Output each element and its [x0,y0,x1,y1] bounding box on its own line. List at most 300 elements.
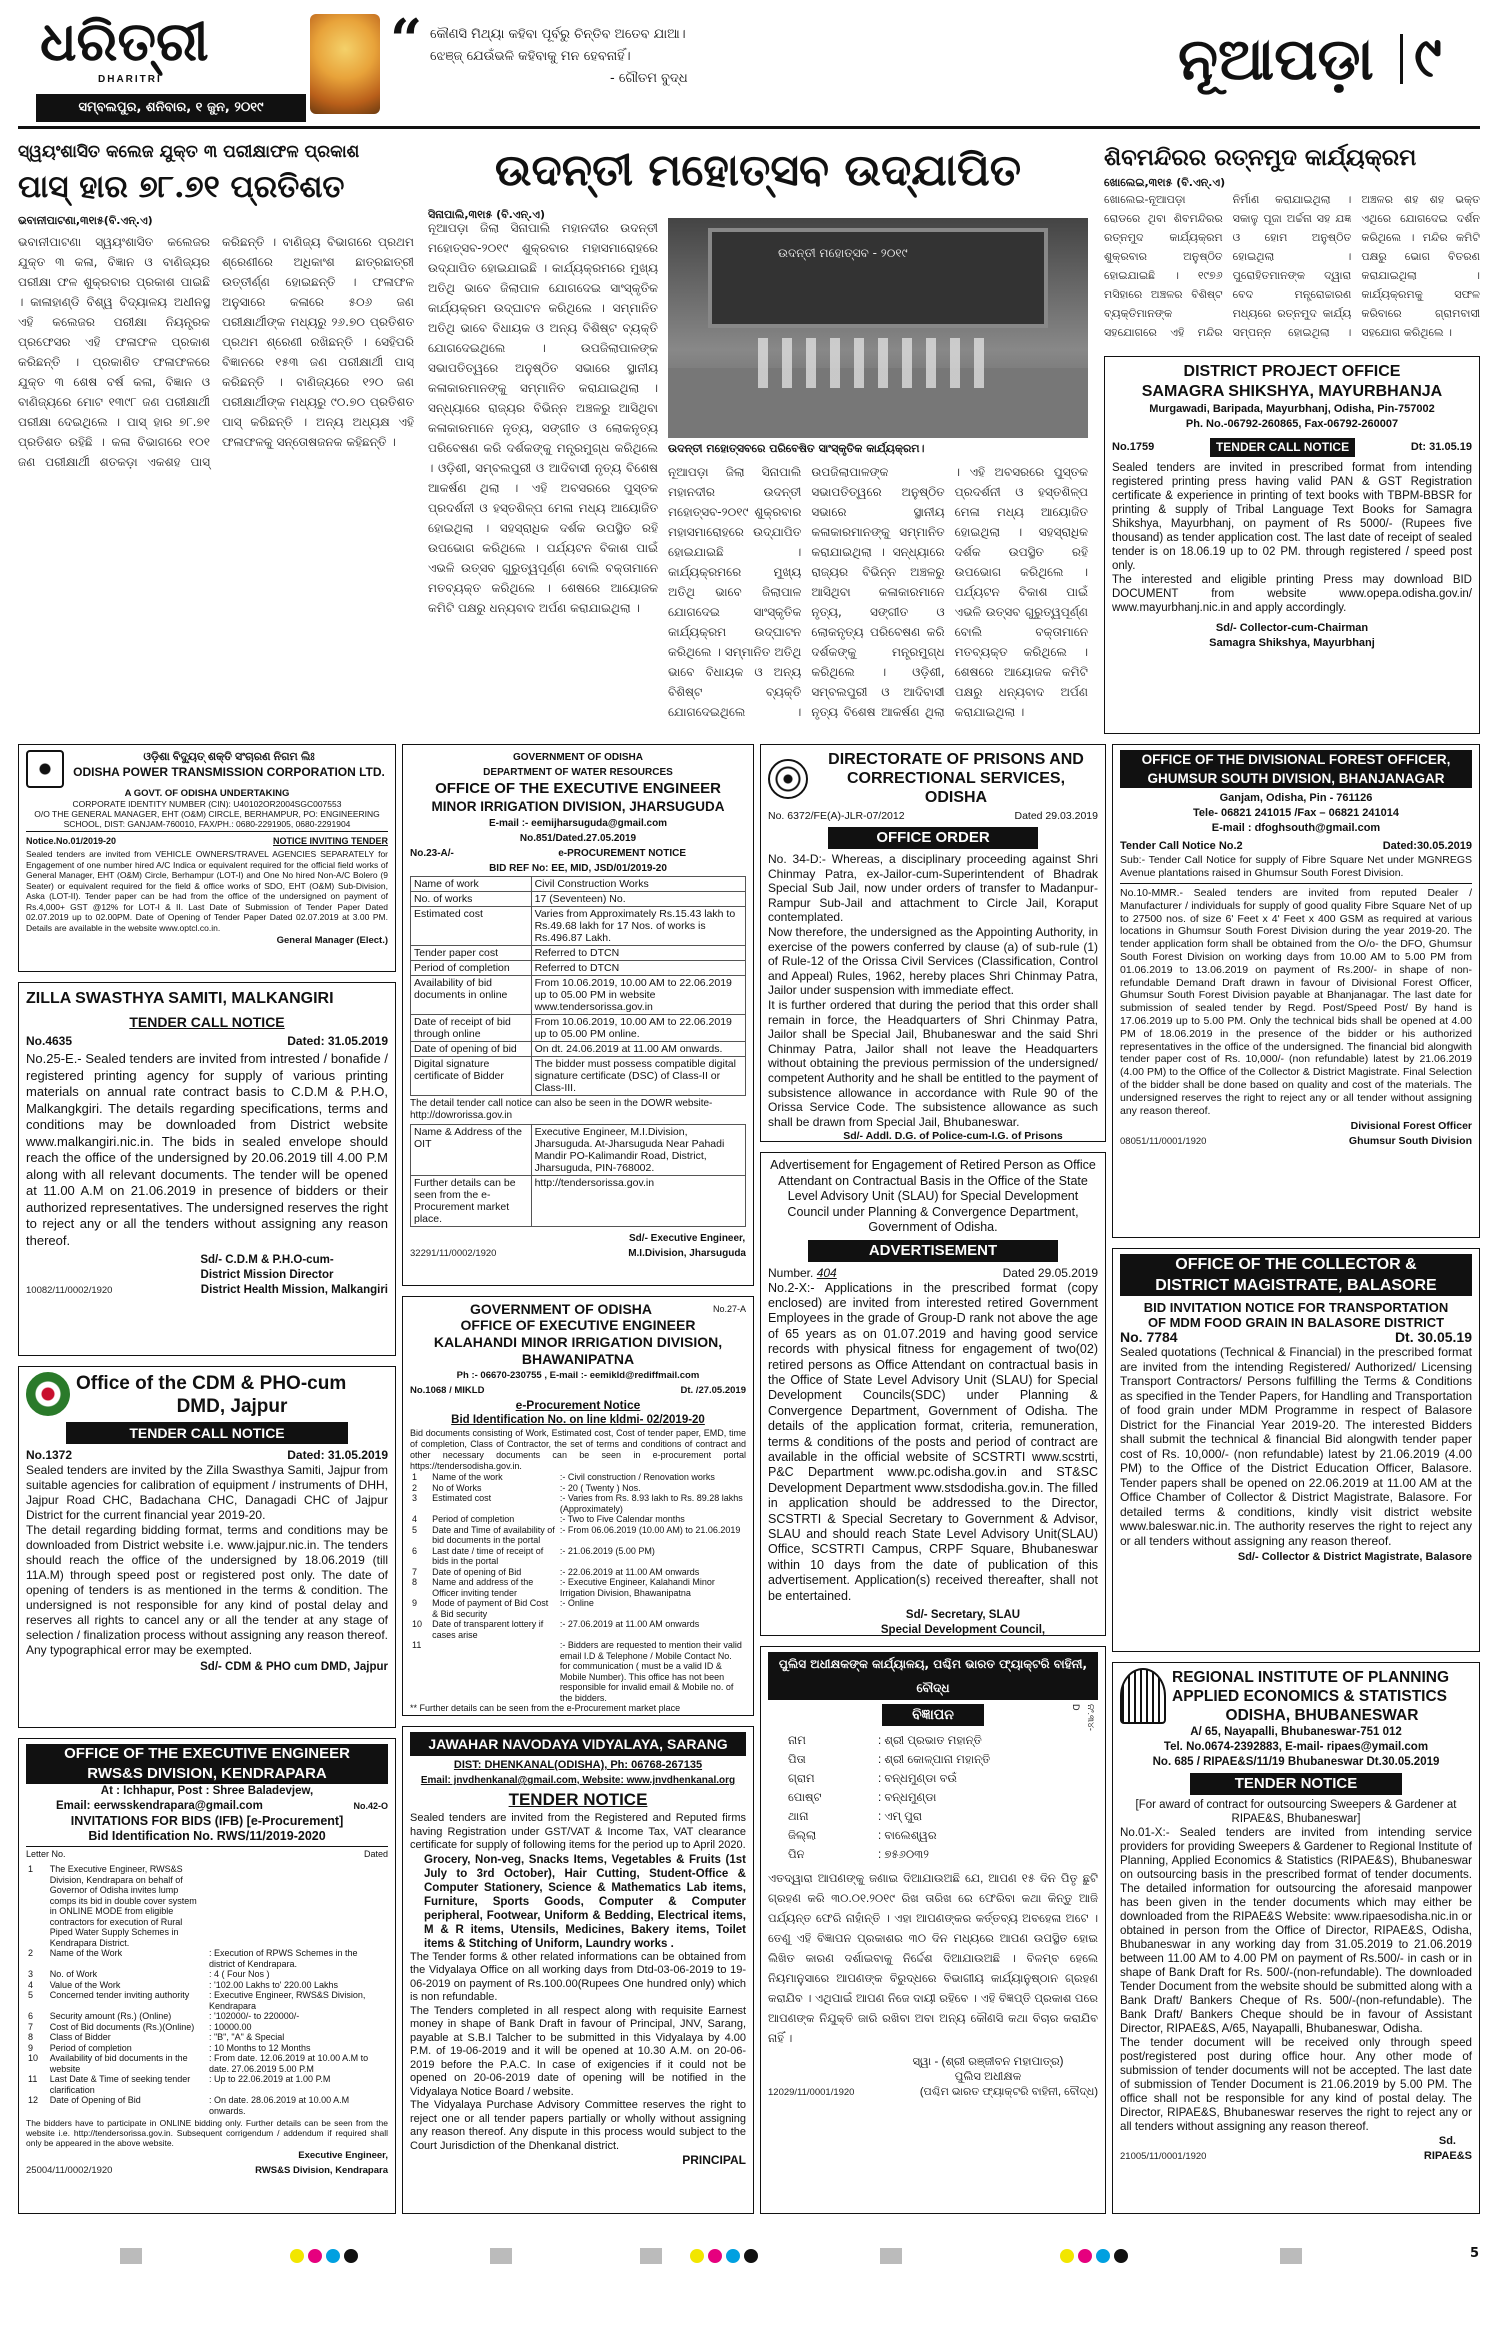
logo-sub: DHARITRI [98,74,162,85]
table-row [410,1525,746,1546]
table-cell: Further details can be seen from the e-Procurement market place. [411,1176,532,1227]
table-row [26,1980,388,1991]
table-row [26,1864,388,1948]
ripaes-body: No.01-X:- Sealed tenders are invited from intending service providers for providing Sweepers & Gardener to Regional Institute of Planning, Applied Economics & Statistics (RIPAE&S), Bhubaneswar on outsourcing basis in the prescribed format of tender documents. The detailed information for outsourcing the aforesaid manpower has been given in the tender documents which may either be downloaded from the RIPAE&S Website: www.ripaesodisha.nic.in or obtained in person from the Office of Director, RIPAE&S, Odisha, Bhubaneswar in any working day from 31.05.2019 to 21.06.2019 between 11.00 AM to 4.00 PM on payment of Rs.500/- in cash or in shape of Bank Draft for Rs. 500/-(non-refundable). The downloaded Tender Document from the website should be submitted along with a Bank Draft/ Bankers Cheque of Rs. 500/-(non-refundable). The Bank Draft/ Bankers Cheque should be in favour of Assistant Director, RIPAE&S, A/65, Nayapalli, Bhubaneswar, Odisha. The tender document will be received only through speed post/registered post during office hour. Any other mode of submission of tender documents will not be accepted. The last date of submission of Tender Document is 21.06.2019 by 5.00 PM. The office shall not be responsible for any kind of postal delay. The Director, RIPAE&S, Bhubaneswar reserves the right to reject any or all tenders without assigning any reason thereof. [1120,1826,1472,2133]
table-cell: 2 [412,1482,418,1493]
table-cell: 17 (Seventeen) No. [531,892,745,907]
ripaes-no: No. 685 / RIPAE&S/11/19 Bhubaneswar Dt.30.05.2019 [1152,1756,1440,1768]
table-cell: : Execution of RPWS Schemes in the district of Kendrapara. [208,1948,358,1969]
table-row [410,1598,746,1619]
table-cell: 5 [28,1990,34,2000]
kld-table [410,1472,746,1703]
table-row [411,961,746,976]
festival-body-b: ନୂଆପଡ଼ା ଜିଲା ସିନାପାଲି ମହାନଦୀର ଉଦନ୍ତୀ ମହୋତ୍ସବ-୨୦୧୯ ଶୁକ୍ରବାର ମହାସମାରୋହରେ ଉଦ୍‌ଯାପିତ ହୋଇଯାଇଛି । କାର୍ଯ୍ୟକ୍ରମରେ ମୁଖ୍ୟ ଅତିଥି ଭାବେ ଜିଲାପାଳ ଯୋଗଦେଇ ସାଂସ୍କୃତିକ କାର୍ଯ୍ୟକ୍ରମ ଉଦ୍‌ଘାଟନ କରିଥିଲେ । ସମ୍ମାନିତ ଅତିଥି ଭାବେ ବିଧାୟକ ଓ ଅନ୍ୟ ବିଶିଷ୍ଟ ବ୍ୟକ୍ତି ଯୋଗଦେଇଥିଲେ । ଉପଜିଲାପାଳଙ୍କ ସଭାପତିତ୍ୱରେ ଅନୁଷ୍ଠିତ ସଭାରେ ସ୍ଥାନୀୟ କଳାକାରମାନଙ୍କୁ ସମ୍ମାନିତ କରାଯାଇଥିଲା । ସନ୍ଧ୍ୟାରେ ରାଜ୍ୟର ବିଭିନ୍ନ ଅଞ୍ଚଳରୁ ଆସିଥିବା କଳାକାରମାନେ ନୃତ୍ୟ, ସଙ୍ଗୀତ ଓ ଲୋକନୃତ୍ୟ ପରିବେଷଣ କରି ଦର୍ଶକଙ୍କୁ ମନ୍ତ୍ରମୁଗ୍ଧ କରିଥିଲେ । ଓଡ଼ିଶୀ, ସମ୍ବଲପୁରୀ ଓ ଆଦିବାସୀ ନୃତ୍ୟ ବିଶେଷ ଆକର୍ଷଣ ଥିଲା । ଏହି ଅବସରରେ ପୁସ୍ତକ ପ୍ରଦର୍ଶନୀ ଓ ହସ୍ତଶିଳ୍ପ ମେଳା ମଧ୍ୟ ଆୟୋଜିତ ହୋଇଥିଲା । ସହସ୍ରାଧିକ ଦର୍ଶକ ଉପସ୍ଥିତ ରହି ଉପଭୋଗ କରିଥିଲେ । ପର୍ଯ୍ୟଟନ ବିକାଶ ପାଇଁ ଏଭଳି ଉତ୍ସବ ଗୁରୁତ୍ୱପୂର୍ଣ୍ଣ ବୋଲି ବକ୍ତାମାନେ ମତବ୍ୟକ୍ତ କରିଥିଲେ । ଶେଷରେ ଆୟୋଜକ କମିଟି ପକ୍ଷରୁ ଧନ୍ୟବାଦ ଅର୍ପଣ କରାଯାଇଥିଲା । [668,465,1088,719]
ad-no: No.1759 [1112,441,1155,453]
ad-forest [1112,744,1480,1238]
kld-title3: KALAHANDI MINOR IRRIGATION DIVISION, [433,1334,723,1350]
forest-title2: GHUMSUR SOUTH DIVISION, BHANJANAGAR [1120,769,1472,788]
ad-jnv [402,1726,754,2214]
jnv-sub1: DIST: DHENKANAL(ODISHA), Ph: 06768-267135 [453,1759,703,1771]
prisons-sign1: Sd/- Addl. D.G. of Police-cum-I.G. of Prisons [843,1130,1063,1142]
table-cell: : "B", "A" & Special [208,2032,285,2042]
quote-author: - ଗୌତମ ବୁଦ୍ଧ [610,71,688,86]
mi-gov1: GOVERNMENT OF ODISHA [512,752,643,763]
story-dateline: ଭବାନୀପାଟଣା,୩୧ା୫(ବି.ଏନ୍.ଏ) [18,214,153,227]
ripaes-title1: REGIONAL INSTITUTE OF PLANNING [1172,1669,1449,1686]
table-cell: :- 21.06.2019 (5.00 PM) [559,1545,655,1556]
table-row [26,2043,388,2054]
prisons-title2: CORRECTIONAL SERVICES, ODISHA [846,770,1066,806]
table-cell: 4 [412,1514,418,1524]
table-cell: Referred to DTCN [531,946,745,961]
dancers [758,338,998,388]
slau-date: Dated 29.05.2019 [1002,1265,1098,1280]
table-cell: 11 [28,2074,38,2084]
ad-body: Sealed tenders are invited in prescribed format from intending registered printing press having valid PAN & GST Registration certificate & experience in printing of text books with TBPM-BBSR for printing & supply of Tribal Language Text Books for Samagra Shikshya, Mayurbhanj, on payment of Rs 5000/- (Rupees five thousand) as tender application cost. The last date of receipt of sealed tender is on 18.06.19 up to 02 PM. through registered / speed post only. The interested and eligible printing Press may download BID DOCUMENT from website www.opepa.odisha.gov.in/ www.mayurbhanj.nic.in and apply accordingly. [1112,462,1472,614]
table-cell: :- Varies from Rs. 8.93 lakh to Rs. 89.28 lakhs (Approximately) [559,1493,743,1514]
rwss-ref: 25004/11/0002/1920 [26,2165,113,2176]
table-row [26,1948,388,1969]
balasore-title2: DISTRICT MAGISTRATE, BALASORE [1120,1275,1472,1296]
notice-field-label: ଗ୍ରାମ [788,1773,815,1785]
slau-body: No.2-X:- Applications in the prescribed format (copy enclosed) are invited from interested retired Government Employees in the grade of Group-D rank not above the age of 65 years as on 01.07.2019 and having good service records with physical fitness for engagement of two(02) retired persons as Office Attendant on contractual basis in the Office of State Level Advisory Unit (SLAU) for Special Development Councils(SDC) under Planning & Convergence Department, Government of Odisha. The details of the application format, criteria, remuneration, terms & conditions of the posts and period of contract are available in the official website of SCSTRTI www.scstrti, P&C Department www.pc.odisha.gov.in and ST&SC Development Department www.stsdodisha.gov.in. The filled in application should be addressed to the Director, SCSTRTI & Special Secretary to Government & Advisor, SLAU and should reach State Level Advisory Unit(SLAU) Office, SCSTRTI Campus, CRPF Square, Bhubaneswar within 10 days from the date of publication of this advertisement. Application(s) received thereafter, shall not be entertained. [768,1280,1098,1603]
festival-photo [668,218,1088,438]
cmyk-dots-1 [290,2248,362,2267]
quote-block [430,24,810,90]
notice-field-row [788,1846,1098,1865]
ripaes-ref: 21005/11/0001/1920 [1120,2151,1207,2162]
prisons-date: Dated 29.03.2019 [1014,810,1098,822]
table-cell: :- Bidders are requested to mention their valid email I.D & Telephone / Mobile Contact No. for communication ( must be a valid ID & Mobile Number). This office has not been responsible for invalid email & Mobile no. of the bidders. [559,1640,742,1703]
malkangiri-sign1: Sd/- C.D.M & P.H.O-cum- [200,1254,334,1266]
ripaes-label: TENDER NOTICE [1190,1773,1402,1795]
table-cell: Tender paper cost [411,946,532,961]
mi-table [410,876,746,1096]
mi-title2: MINOR IRRIGATION DIVISION, JHARSUGUDA [431,799,725,814]
rwss-dated: Dated [363,1849,388,1859]
table-cell: Value of the Work [49,1979,121,1990]
table-row [26,2095,388,2116]
cmyk-dots-3 [1060,2248,1132,2267]
kld-label: e-Procurement Notice [515,1398,641,1412]
slau-number [768,1266,837,1281]
jnv-body: The Tender forms & other related informations can be obtained from the Vidyalaya Office on all working days from Dtd-03-06-2019 to 19-06-2019 on payment of Rs.100.00(Rupees One hundred only) which is non refundable. The Tenders completed in all respect along with requisite Earnest money in shape of Bank Draft in favour of Principal, JNV, Sarang, payable at S.B.I Talcher to be submitted in this Vidyalaya by 4.00 P.M. of 19-06-2019 and it will be opened at 10.30 A.M. on 20-06-2019 before the P.A.C. In case of exigencies if it could not be opened on 20-06-2019 date of opening will be notified in the Vidyalaya Notice Board / website. The Vidyalaya Purchase Advisory Committee reserves the right to reject one or all tender papers partially or wholly without assigning any reason thereof. Any dispute in this process would subject to the Court Jurisdiction of the Dhenkanal district. [410,1950,746,2152]
table-cell: Estimated cost [432,1493,492,1503]
rwss-sign2: RWS&S Division, Kendrapara [255,2165,388,2176]
odia-notice-sign2: ପୁଲିସ ଅଧୀକ୍ଷକ [954,2071,1022,2083]
table-cell: : '102.00 Lakhs to' 220.00 Lakhs [208,1979,339,1990]
optcl-odia-name: ଓଡ଼ିଶା ବିଦ୍ୟୁତ୍ ଶକ୍ତି ସଂଚାରଣ ନିଗମ ଲିଃ [143,751,315,763]
jnv-items: Grocery, Non-veg, Snacks Items, Vegetables & Fruits (1st July to 3rd October), Hair Cutting, Student-Office & Computer Stationery, Science & Mathematics Lab items, Furniture, Sports Goods, Computer & Computer peripheral, Footwear, Uniform & Bedding, Electrical items, M & R items, Utensils, Medicines, Bakery items, Toilet items & Stitching of Uniform, Laundry works . [424,1853,746,1950]
table-cell: : Executive Engineer, RWS&S Division, Kendrapara [208,1990,366,2011]
table-cell: 4 [28,1979,34,1990]
balasore-title1: OFFICE OF THE COLLECTOR & [1120,1254,1472,1275]
notice-field-row [788,1827,1098,1846]
ad-odia-notice [760,1646,1106,2214]
ad-ripaes [1112,1662,1480,2214]
ad-sign: Sd/- Collector-cum-Chairman [1215,622,1369,634]
optcl-logo-icon [26,750,64,788]
table-row [410,1619,746,1640]
ad-optcl [18,744,396,972]
table-cell: 8 [412,1577,418,1587]
jajpur-title1: Office of the CDM & PHO-cum [76,1373,347,1394]
rwss-table [26,1864,388,2116]
rwss-title2: RWS&S DIVISION, KENDRAPARA [26,1764,388,1784]
malkangiri-sign2: District Mission Director [200,1269,334,1281]
table-cell: Name of the Work [49,1948,123,1958]
odia-notice-sign1: ସ୍ୱା - (ଶ୍ରୀ ରଞ୍ଜୀବନ ମହାପାତ୍ର) [912,2056,1064,2068]
notice-field-row [788,1732,1098,1751]
story-body: ଭବାନୀପାଟଣା ସ୍ୱୟଂଶାସିତ କଲେଜର ଯୁକ୍ତ ୩ କଳା, ବିଜ୍ଞାନ ଓ ବାଣିଜ୍ୟର ପରୀକ୍ଷା ଫଳ ଶୁକ୍ରବାର ପ୍ରକାଶ ପାଇଛି । କାଳାହାଣ୍ଡି ବିଶ୍ୱ ବିଦ୍ୟାଳୟ ଅଧୀନସ୍ଥ ଏହି କଲେଜର ପରୀକ୍ଷା ନିୟନ୍ତ୍ରକ ପ୍ରଫେସର ଏହି ଫଳାଫଳ ପ୍ରକାଶ କରିଛନ୍ତି । ପ୍ରକାଶିତ ଫଳାଫଳରେ ଯୁକ୍ତ ୩ ଶେଷ ବର୍ଷ କଳା, ବିଜ୍ଞାନ ଓ ବାଣିଜ୍ୟରେ ମୋଟ ୧୩୯୮ ଜଣ ପରୀକ୍ଷାର୍ଥୀ ପରୀକ୍ଷା ଦେଇଥିଲେ । ପାସ୍ ହାର ୭୮.୭୧ ପ୍ରତିଶତ ରହିଛି । କଳା ବିଭାଗରେ ୧୦୧ ଜଣ ପରୀକ୍ଷାର୍ଥୀ ଶତକଡ଼ା ଏକଶହ ପାସ୍ କରିଛନ୍ତି । ବାଣିଜ୍ୟ ବିଭାଗରେ ପ୍ରଥମ ଶ୍ରେଣୀରେ ଅଧିକାଂଶ ଛାତ୍ରଛାତ୍ରୀ ଉତ୍ତୀର୍ଣ୍ଣ ହୋଇଛନ୍ତି । ଫଳାଫଳ ଅନୁସାରେ କଳାରେ ୫୦୬ ଜଣ ପରୀକ୍ଷାର୍ଥୀଙ୍କ ମଧ୍ୟରୁ ୨୬.୭୦ ପ୍ରତିଶତ ପ୍ରଥମ ଶ୍ରେଣୀ ରଖିଛନ୍ତି । ସେହିପରି ବିଜ୍ଞାନରେ ୧୫୩ ଜଣ ପରୀକ୍ଷାର୍ଥୀ ପାସ୍ କରିଛନ୍ତି । ବାଣିଜ୍ୟରେ ୧୨୦ ଜଣ ପରୀକ୍ଷାର୍ଥୀଙ୍କ ମଧ୍ୟରୁ ୯୦.୭୦ ପ୍ରତିଶତ ପାସ୍ କରିଛନ୍ତି । ଅନ୍ୟ ଅଧ୍ୟକ୍ଷ ଏହି ଫଳାଫଳକୁ ସନ୍ତୋଷଜନକ କହିଛନ୍ତି । [18,235,414,469]
kld-ph: Ph :- 06670-230755 , E-mail :- eemikld@rediffmail.com [456,1370,700,1381]
quote-line-2: ଝେଞ୍ଜ୍ ଯେଉଁଭଳି କହିବାକୁ ମନ ହେବନାହିଁ। [430,49,631,64]
quote-mark-icon: “ [390,7,423,73]
notice-field-row [788,1770,1098,1789]
table-row [411,946,746,961]
mi-bid-ref: BID REF No: EE, MID, JSD/01/2019-20 [489,863,667,874]
mi-email: E-mail :- eemijharsuguda@gmail.com [488,818,668,829]
table-cell: Date of transparent lottery if cases arise [432,1619,544,1640]
table-cell: : 10000.00 [208,2021,252,2032]
quote-line-1: କୌଣସି ମିଥ୍ୟା କହିବା ପୂର୍ବରୁ ଚିନ୍ତିବ ଅତେବ ଯାଆ। [430,27,686,42]
table-cell: Referred to DTCN [531,961,745,976]
ad-title-2: SAMAGRA SHIKSHYA, MAYURBHANJA [1141,383,1443,400]
table-cell: Period of completion [432,1514,515,1524]
jajpur-title2: DMD, Jajpur [176,1396,288,1417]
rwss-side-no: No.42-O [353,1801,388,1811]
malkangiri-title: ZILLA SWASTHYA SAMITI, MALKANGIRI [26,990,334,1007]
table-row [410,1546,746,1567]
notice-field-value: : ଏମ୍‌ ପୁରା [878,1811,923,1823]
table-cell: 12 [28,2095,39,2105]
forest-no: Tender Call Notice No.2 [1120,840,1243,852]
table-cell: 5 [412,1524,418,1535]
ripaes-sub: [For award of contract for outsourcing Sweepers & Gardener at RIPAE&S, Bhubaneswar] [1135,1799,1457,1825]
mi-title1: OFFICE OF THE EXECUTIVE ENGINEER [435,780,721,797]
mi-ref: 32291/11/0002/1920 [410,1248,497,1259]
ad-kalahandi [402,1296,754,1716]
ad-samagra [1104,356,1480,734]
table-cell: Security amount (Rs.) (Online) [49,2011,172,2021]
table-cell: No of Works [432,1482,482,1493]
ad-label: TENDER CALL NOTICE [1210,438,1355,457]
kld-bid: Bid Identification No. on line kldmi- 02/2019-20 [451,1414,705,1426]
forest-addr: Ganjam, Odisha, Pin - 761126 [1219,792,1373,804]
forest-ref: 08051/11/0001/1920 [1120,1136,1207,1148]
notice-field-label: ପୋଷ୍ଟ [788,1792,822,1804]
ad-rwss [18,1738,396,2214]
forest-date: Dated:30.05.2019 [1382,840,1472,852]
festival-headline: ଉଦନ୍ତୀ ମହୋତ୍ସବ ଉଦ୍‌ଯାପିତ [494,145,1022,196]
table-cell: 2 [28,1948,34,1958]
optcl-sign: General Manager (Elect.) [276,935,388,946]
jnv-label: TENDER NOTICE [508,1790,648,1809]
table-cell [207,1864,388,1948]
table-cell: On dt. 24.06.2019 at 11.00 AM onwards. [531,1042,745,1057]
table-cell: Period of completion [411,961,532,976]
table-cell: Concerned tender inviting authority [49,1990,190,2000]
table-row [410,1483,746,1494]
reg-block-1 [120,2248,142,2268]
table-cell: : 10 Months to 12 Months [208,2042,311,2053]
odia-notice-ref: 12029/11/0001/1920 [768,2087,855,2098]
notice-field-value: : ବନ୍ଧମୁଣ୍ଡା [878,1792,937,1804]
table-row [410,1493,746,1514]
forest-sign1: Divisional Forest Officer [1350,1120,1472,1133]
table-cell: 10 [28,2053,39,2063]
kld-side-no: No.27-A [712,1304,746,1314]
ad-prisons [760,744,1106,1142]
forest-body: No.10-MMR.- Sealed tenders are invited from reputed Dealer / Manufacturer / individuals for supply of good quality Fibre Square Net of up to 27500 nos. of size 6' Feet x 4' Feet x 400 GSM as required at various locations in Ghumsur South Forest Division during the year 2019-20. The tender application form shall be obtained from the O/o- the DFO, Ghumsur South Forest Division on working days from 10.00 AM to 5.00 PM from 01.06.2019 to 13.06.2019 on payment of Rs.200/- in shape of non-refundable Demand Draft drawn in favour of Divisional Forest Officer, Ghumsur South Forest Division payable at Bhanjanagar. The last date for submission of sealed tender by Regd. Post/Speed Post/ By hand is 17.06.2019 up to 5.00 PM. Only the technical bids shall be opened at 4.00 PM of 18.06.2019 in the presence of the bidder or his authorized representatives in the office of the undersigned. The financial bid alongwith tender paper cost of Rs. 10,000/- (non refundable) latest by 21.06.2019 (4.00 PM) to the Office of the Collector & District Magistrate. Final Selection of the bidder shall be done based on quality and cost of the materials. The undersigned reserves the right to reject any or all tender without assigning any reason thereof. [1120,887,1472,1117]
table-cell: 7 [28,2021,34,2032]
table-cell: : From date. 12.06.2019 at 10.00 A.M to date. 27.06.2019 5.00 P.M [208,2053,369,2074]
rwss-footer: The bidders have to participate in ONLINE bidding only. Further details can be seen from the website i.e. http://tendersorissa.gov.in. Subsequent corrigendum / addendum if required shall only be appeared in the above website. [26,2118,388,2148]
story-temple [1104,140,1480,350]
table-row [26,2053,388,2074]
table-cell: Name and address of the Officer inviting tender [432,1577,534,1598]
table-row [26,2032,388,2043]
table-cell: Availability of bid documents in the website [49,2053,188,2074]
table-row [410,1514,746,1525]
slau-number-label: Number. [768,1265,814,1280]
notice-field-label: ପିନ [788,1849,805,1861]
optcl-notice-label: NOTICE INVITING TENDER [272,836,388,846]
ad-malkangiri [18,982,396,1356]
jnv-sub2: Email: jnvdhenkanal@gmail.com, Website: www.jnvdhenkanal.org [420,1775,736,1786]
table-row [26,1990,388,2011]
notice-field-row [788,1808,1098,1827]
optcl-sub1: A GOVT. OF ODISHA UNDERTAKING [124,788,290,799]
jajpur-label: TENDER CALL NOTICE [66,1422,348,1444]
table-cell: Date and Time of availability of bid documents in the portal [432,1524,555,1545]
prisons-emblem-icon [768,759,808,799]
ad-date: Dt: 31.05.19 [1410,441,1472,453]
ripaes-sign2: RIPAE&S [1423,2150,1472,2162]
optcl-title: ODISHA POWER TRANSMISSION CORPORATION LTD. [73,765,385,779]
table-cell: 6 [28,2011,34,2021]
kld-title2: OFFICE OF EXECUTIVE ENGINEER [460,1317,696,1333]
optcl-sub3: O/O THE GENERAL MANAGER, EHT (O&M) CIRCLE, BERHAMPUR, PO: ENGINEERING SCHOOL, DIST: GANJAM-760010, FAX/PH.: 0680-2291905, 0680-2291904 [34,809,380,829]
ad-title: DISTRICT PROJECT OFFICE [1183,363,1401,380]
table-row [411,907,746,946]
forest-sign2: Ghumsur South Division [1348,1135,1472,1148]
table-cell: Executive Engineer, M.I.Division, Jharsuguda. At-Jharsuguda Near Pahadi Mandir PO-Kalimandir Road, District, Jharsuguda, PIN-768002. [531,1125,745,1176]
date-bar: ସମ୍ବଲପୁର, ଶନିବାର, ୧ ଜୁନ, ୨୦୧୯ [36,94,306,122]
table-cell: 8 [28,2032,34,2042]
table-cell: : 4 ( Four Nos ) [208,1969,270,1979]
notice-field-label: ପିତା [788,1754,806,1766]
masthead [18,7,1480,130]
optcl-sub2: CORPORATE IDENTITY NUMBER (CIN): U40102OR2004SGC007553 [72,799,342,809]
table-cell: Cost of Bid documents (Rs.)(Online) [49,2021,195,2032]
mi-sign1: Sd/- Executive Engineer, [629,1233,746,1244]
ripaes-title3: ODISHA, BHUBANESWAR [1225,1707,1419,1724]
reg-block-2 [490,2248,512,2268]
mi-no: No.851/Dated.27.05.2019 [519,833,637,844]
ad-minor-irrigation [402,744,754,1286]
table-cell: Period of completion [49,2042,132,2053]
table-cell: 3 [412,1493,418,1503]
notice-field-label: ଥାନା [788,1811,809,1823]
ripaes-title2: APPLIED ECONOMICS & STATISTICS [1172,1688,1447,1705]
table-cell: Date of opening of Bid [432,1566,522,1577]
balasore-no: No. 7784 [1120,1329,1178,1345]
balasore-dt: Dt. 30.05.19 [1394,1329,1472,1345]
rwss-addr: At : Ichhapur, Post : Shree Baladevjew, [100,1785,314,1797]
table-cell: 3 [28,1969,34,1979]
table-row [411,976,746,1015]
forest-tel: Tele- 06821 241015 /Fax – 06821 241014 [1193,807,1399,819]
table-cell: : Up to 22.06.2019 at 1.00 P.M [208,2074,331,2084]
table-row [410,1472,746,1483]
table-row [26,1969,388,1980]
kld-footer: ** Further details can be seen from the e-Procurement market place [410,1703,681,1713]
table-cell: :- 20 ( Twenty ) Nos. [559,1482,641,1493]
photo-banner: ଉଦନ୍ତୀ ମହୋତ୍ସବ - ୨୦୧୯ [778,246,908,260]
table-cell: 9 [28,2042,34,2053]
rwss-label2: Bid Identification No. RWS/11/2019-2020 [88,1829,326,1843]
odia-notice-sign3: (ପଶ୍ଚିମ ଭାରତ ଫ୍ୟାକ୍ଟରି ବାହିନୀ, ବୌଦ୍ଧ) [919,2086,1098,2098]
notice-field-value: : ଶ୍ରୀ ପ୍ରଭାତ ମହାନ୍ତି [878,1735,982,1747]
table-row [410,1567,746,1578]
mi-left-no: No.23-A/- [410,848,454,859]
notice-field-value: : ଶ୍ରୀ କୋଳ୍ପାନା ମହାନ୍ତି [878,1754,991,1766]
table-cell: 1 [412,1472,418,1482]
table-cell: : '102000/- to 220000/- [208,2011,300,2021]
table-cell: Estimated cost [411,907,532,946]
table-cell: Date of receipt of bid through online [411,1015,532,1042]
table-row [411,1125,746,1176]
notice-field-value: : ବନ୍ଧମୁଣ୍ଡା ବଉଁ [878,1773,957,1785]
slau-number-val: 404 [816,1265,837,1280]
jnv-title: JAWAHAR NAVODAYA VIDYALAYA, SARANG [410,1732,746,1756]
malkangiri-date: Dated: 31.05.2019 [287,1034,388,1048]
optcl-notice-no: Notice.No.01/2019-20 [26,836,117,846]
table-cell: :- Online [559,1598,594,1608]
balasore-sign: Sd/- Collector & District Magistrate, Balasore [1237,1551,1472,1563]
table-cell: :- Executive Engineer, Kalahandi Minor Irrigation Division, Bhawanipatna [559,1577,715,1598]
table-cell: Varies from Approximately Rs.15.43 lakh to Rs.49.68 lakh for 17 Nos. of works is Rs.496.87 Lakh. [531,907,745,946]
table-cell: The bidder must possess compatible digital signature certificate (DSC) of Class-II or Class-III. [531,1057,745,1096]
slau-sign2: Special Development Council, [880,1624,1046,1636]
table-cell: 7 [412,1566,418,1577]
buddha-icon [310,14,380,114]
cmyk-dots-2 [690,2248,762,2267]
ripaes-tel: Tel. No.0674-2392883, E-mail- ripaes@ymail.com [1163,1741,1429,1753]
table-cell: Civil Construction Works [531,877,745,892]
ad-jajpur [18,1366,396,1728]
table-cell: :- Civil construction / Renovation works [559,1472,715,1482]
table-cell: No. of Work [49,1969,98,1979]
table-cell: Mode of payment of Bid Cost & Bid security [432,1598,549,1619]
mi-gov2: DEPARTMENT OF WATER RESOURCES [483,767,673,778]
table-row [411,1042,746,1057]
table-cell: From 10.06.2019, 10.00 AM to 22.06.2019 up to 05.00 PM online. [531,1015,745,1042]
notice-field-value: : ବାଲେଶ୍ୱର [878,1830,937,1842]
jajpur-date: Dated: 31.05.2019 [287,1448,388,1462]
table-cell: From 10.06.2019, 10.00 AM to 22.06.2019 up to 05.00 PM in website www.tendersorissa.gov.in [531,976,745,1015]
kld-title1: GOVERNMENT OF ODISHA [470,1301,653,1317]
odia-notice-fields [788,1732,1098,1865]
kld-no: No.1068 / MIKLD [410,1385,485,1396]
malkangiri-label: TENDER CALL NOTICE [129,1014,285,1030]
malkangiri-body: No.25-E.- Sealed tenders are invited from intrested / bonafide / registered printing agency for supply of various printing materials on annual rate contract basis to C.D.M & P.H.O, Malkangkgiri. The details regarding specifications, terms and conditions may be downloaded from District website www.malkangiri.nic.in. The bids in sealed envelope should reach the office of the undersigned by 20.06.2019 till 4.00 P.M along with all relevant documents. The tender will be opened at 11.00 A.M on 21.06.2019 in presence of bidders or their authorized representatives. The undersigned reserves the right to reject any or all the tenders without assigning any reason thereof. [26,1051,388,1248]
odia-notice-side: ନଂ.୩୪-D [1071,1704,1096,1731]
table-row [411,1176,746,1227]
jnv-intro: Sealed tenders are invited from the Registered and Reputed firms having Registration under GST/VAT & Income Tax, VAT clearance certificate for supply of following items for the period up to April 2020. [410,1812,746,1851]
kld-title4: BHAWANIPATNA [521,1351,635,1367]
table-cell: Digital signature certificate of Bidder [411,1057,532,1096]
kld-intro: Bid documents consisting of Work, Estimated cost, Cost of tender paper, EMD, time of completion, Class of Contractor, the set of terms and conditions of contract and other necessary documents can be seen in e-procurement portal https://tendersodisha.gov.in. [410,1428,746,1471]
table-cell: :- Two to Five Calendar months [559,1514,685,1524]
slau-intro: Advertisement for Engagement of Retired Person as Office Attendant on Contractual Basis in the Office of the State Level Advisory Unit (SLAU) for Special Development Council under Planning & Convergence Department, Government of Odisha. [770,1158,1096,1234]
prisons-no: No. 6372/FE(A)-JLR-07/2012 [768,810,905,822]
rwss-label1: INVITATIONS FOR BIDS (IFB) [e-Procurement] [70,1814,344,1828]
masthead-rule [18,126,1480,129]
temple-dateline: ଖୋଲେଇ,୩୧ା୫ (ବି.ଏନ୍.ଏ) [1104,176,1226,189]
table-cell: Name & Address of the OIT [411,1125,532,1176]
prisons-title1: DIRECTORATE OF PRISONS AND [828,751,1084,768]
balasore-label2: OF MDM FOOD GRAIN IN BALASORE DISTRICT [1147,1315,1445,1330]
stage-backdrop [708,228,1048,328]
mi-note: The detail tender call notice can also be seen in the DOWR website- http://dowrorissa.gov.in [410,1098,713,1121]
prisons-body: No. 34-D:- Whereas, a disciplinary proceeding against Shri Chinmay Patra, ex-Jailor-cum-Superintendent of Bhadrak Special Sub Jail, now under orders of transfer to Madanpur-Rampur Sub-Jail and attachment to Circle Jail, Koraput contemplated. Now therefore, the undersigned as the Appointing Authority, in exercise of the powers conferred by clause (a) of sub-rule (1) of Rule-12 of the Orissa Civil Services (Classification, Control and Appeal) Rules, 1962, hereby places Shri Chinmay Patra, Jailor under suspension with immediate effect. It is further ordered that during the period that this order shall remain in force, the Headquarters of Shri Chinmay Patra, Jailor shall be Special Jail, Bhubaneswar and the said Shri Chinmay Patra, Jailor shall not leave the Headquarters without obtaining the previous permission of the undersigned/ competent Authority and he shall be entitled to the payment of subsistence allowance in accordance with Rule 90 of the Orissa Service Code. The subsistence allowance as such shall be drawn from Special Jail, Bhubaneswar. [768,852,1098,1129]
notice-field-row [788,1789,1098,1808]
ad-phone: Ph. No.-06792-260865, Fax-06792-260007 [1185,418,1399,430]
section-name: ନୂଆପଡ଼ା [1178,25,1374,93]
ad-address: Murgawadi, Baripada, Mayurbhanj, Odisha, Pin-757002 [1149,403,1435,415]
jajpur-no: No.1372 [26,1448,73,1462]
forest-sub: Sub:- Tender Call Notice for supply of Fibre Square Net under MGNREGS Avenue plantations raised in Ghumsur South Forest Division. [1120,854,1472,884]
festival-caption: ଉଦନ୍ତୀ ମହୋତ୍ସବରେ ପରିବେଷିତ ସାଂସ୍କୃତିକ କାର୍ଯ୍ୟକ୍ରମ। [668,442,925,455]
jajpur-sign: Sd/- CDM & PHO cum DMD, Jajpur [200,1661,388,1673]
table-cell: No. of works [411,892,532,907]
mi-sign2: M.I.Division, Jharsuguda [628,1248,746,1259]
table-cell: 1 [28,1864,34,1874]
malkangiri-no: No.4635 [26,1034,73,1048]
story-festival [428,140,1088,732]
slau-sign1: Sd/- Secretary, SLAU [905,1609,1021,1622]
jajpur-body: Sealed tenders are invited by the Zilla Swasthya Samiti, Jajpur from suitable agencies for calibration of equipment / instruments of DHH, Jajpur Road CHC, Badachana CHC, Danagadi CHC of Jajpur District for the current financial year 2019-20. The detail regarding bidding format, terms and conditions may be downloaded from District website i.e. www.jajpur.nic.in. The tenders should reach the office of the undersigned by 18.06.2019 (till 11A.M) through speed post or registered post only. The date of opening of tenders is as mentioned in the terms & condition. The undersigned is not responsible for any kind of postal delay and reserves all rights to cancel any or all the tender at any stage of selection / finalization process without assigning any reason thereof. Any typographical error may be exempted. [26,1463,388,1657]
temple-headline: ଶିବମନ୍ଦିରର ରତ୍ନମୁଦ କାର୍ଯ୍ୟକ୍ରମ [1104,144,1417,171]
rwss-email: Email: eerwsskendrapara@gmail.com [56,1800,263,1812]
prisons-label: OFFICE ORDER [828,827,1038,849]
footer-page-number: 5 [1470,2246,1480,2261]
section-divider [1400,34,1403,84]
odia-notice-label: ବିଜ୍ଞାପନ [882,1704,984,1726]
table-cell: :- From 06.06.2019 (10.00 AM) to 21.06.2019 [559,1524,741,1535]
malkangiri-sign3: District Health Mission, Malkangiri [200,1284,388,1296]
page-number: ୯ [1414,24,1442,90]
story-headline: ପାସ୍ ହାର ୭୮.୭୧ ପ୍ରତିଶତ [18,169,345,205]
table-cell: The Executive Engineer, RWS&S Division, Kendrapara on behalf of Governor of Odisha invites lump comps its bid in double cover system in ONLINE MODE from eligible contractors for execution of Rural Piped Water Supply Schemes in Kendrapara District. [49,1864,197,1948]
table-cell: 11 [412,1640,422,1650]
ad-balasore [1112,1248,1480,1652]
odia-notice-title: ପୁଲିସ ଅଧୀକ୍ଷକଙ୍କ କାର୍ଯ୍ୟାଳୟ, ପଶ୍ଚିମ ଭାରତ ଫ୍ୟାକ୍ଟରି ବାହିନୀ, ବୌଦ୍ଧ [768,1652,1098,1700]
table-cell: 9 [412,1598,418,1608]
festival-dateline: ସିନାପାଲି,୩୧ା୫ (ବି.ଏନ୍.ଏ) [428,208,546,221]
ad-slau [760,1152,1106,1636]
rwss-title1: OFFICE OF THE EXECUTIVE ENGINEER [26,1744,388,1764]
table-cell: Class of Bidder [49,2032,111,2042]
ad-sign-2: Samagra Shikshya, Mayurbhanj [1209,637,1375,649]
table-cell: 10 [412,1619,423,1629]
table-row [411,877,746,892]
table-cell: : On date. 28.06.2019 at 10.00 A.M onwards. [208,2095,350,2116]
table-row [26,2011,388,2022]
forest-email: E-mail : dfoghsouth@gmail.com [1211,822,1381,834]
